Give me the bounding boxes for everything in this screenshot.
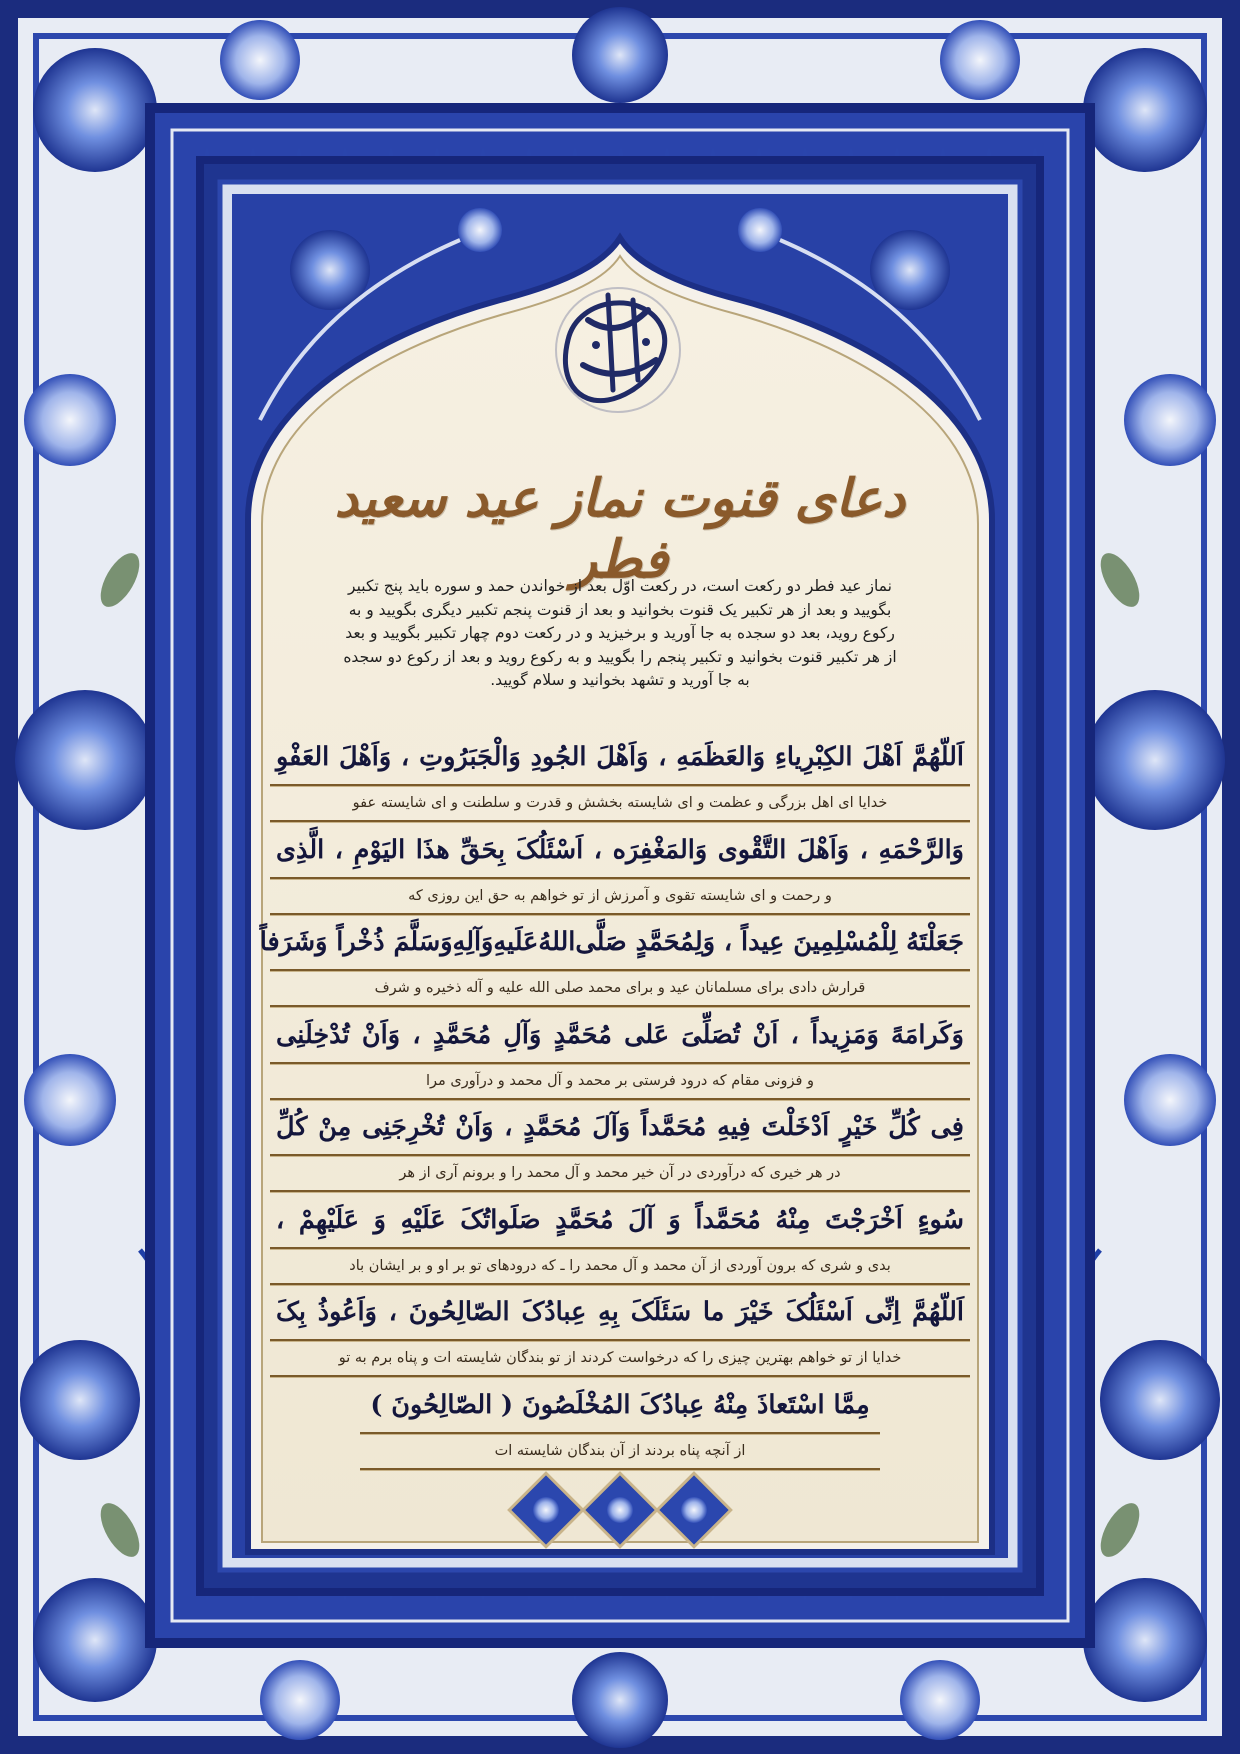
divider xyxy=(270,1375,970,1378)
rhombus-tile-ornament xyxy=(509,1473,731,1547)
divider xyxy=(270,820,970,823)
divider xyxy=(270,1154,970,1157)
divider xyxy=(270,1098,970,1101)
prayer-lines xyxy=(259,733,970,1473)
divider xyxy=(270,1339,970,1342)
arabic-line: مِمَّا اسْتَعاذَ مِنْهُ عِبادُکَ المُخْلَصُونَ ( الصّالِحُونَ ) xyxy=(370,1389,870,1420)
arabic-line: اَللّهُمَّ اَهْلَ الکِبْرِیاءِ وَالعَظَمَهِ ، وَاَهْلَ الجُودِ وَالْجَبَرُوتِ ، وَاَهْلَ العَفْوِ xyxy=(276,742,964,772)
arabic-line: فِی کُلِّ خَیْرٍ اَدْخَلْتَ فِیهِ مُحَمَّداً وَآلَ مُحَمَّدٍ ، وَاَنْ تُخْرِجَنِی مِنْ کُلِّ xyxy=(276,1112,964,1142)
arabic-line: وَکَرامَهً وَمَزِیداً ، اَنْ تُصَلِّیَ عَلی مُحَمَّدٍ وَآلِ مُحَمَّدٍ ، وَاَنْ تُدْخِلَنِی xyxy=(276,1019,964,1050)
prayer-line xyxy=(270,1196,970,1289)
prayer-line xyxy=(270,1381,970,1474)
divider xyxy=(270,877,970,880)
persian-translation: قرارش دادی برای مسلمانان عید و برای محمد صلی الله علیه و آله ذخیره و شرف xyxy=(374,980,866,996)
poster-title: دعای قنوت نماز عید سعید فطر xyxy=(334,468,906,590)
persian-translation: و فزونی مقام که درود فرستی بر محمد و آل محمد و درآوری مرا xyxy=(425,1072,815,1089)
divider xyxy=(360,1468,880,1471)
persian-translation: در هر خیری که درآوردی در آن خیر محمد و آل محمد را و برونم آری از هر xyxy=(399,1165,841,1181)
divider xyxy=(270,784,970,787)
arabic-line: جَعَلْتَهُ لِلْمُسْلِمِینَ عِیداً ، وَلِمُحَمَّدٍ صَلَّی‌اللهُ‌عَلَیهِ‌وَآلِهِ‌وَسَلَّمَ ذُخْراً وَشَرَفاً xyxy=(259,927,964,957)
persian-translation: بدی و شری که برون آوردی از آن محمد و آل محمد را ـ که درودهای تو بر او و بر ایشان باد xyxy=(349,1257,891,1274)
prayer-line xyxy=(270,826,970,919)
divider xyxy=(270,1190,970,1193)
divider xyxy=(270,1005,970,1008)
divider xyxy=(270,969,970,972)
persian-translation: از آنچه پناه بردند از آن بندگان شایسته ات xyxy=(494,1442,746,1459)
persian-translation: خدایا از تو خواهم بهترین چیزی را که درخواست کردند از تو بندگان شایسته ات و پناه برم به تو xyxy=(338,1350,902,1366)
arabic-line: سُوءٍ اَخْرَجْتَ مِنْهُ مُحَمَّداً وَ آلَ مُحَمَّدٍ صَلَواتُکَ عَلَیْهِ وَ عَلَیْهِمْ ، xyxy=(276,1204,964,1235)
divider xyxy=(270,1247,970,1250)
prayer-line xyxy=(259,918,970,1011)
divider xyxy=(270,1283,970,1286)
persian-translation: و رحمت و ای شایسته تقوی و آمرزش از تو خواهم به حق این روزی که xyxy=(408,887,832,904)
intro-paragraph: نماز عید فطر دو رکعت است، در رکعت اوّل بعد از خواندن حمد و سوره باید پنج تکبیر بگویید و بعد از هر تکبیر یک قنوت بخوانید و بعد از قنوت پنجم تکبیر دیگری بگویید و به رکوع روید، بعد دو سجده به جا آورید و برخیزید و در رکعت دوم چهار تکبیر بگویید و بعد از هر تکبیر قنوت بخوانید و تکبیر پنجم را بگویید و به رکوع روید و بعد از رکوع دو سجده به جا آورید و تشهد بخوانید و سلام گویید. xyxy=(343,577,897,689)
arabic-line: اَللّهُمَّ اِنِّی اَسْئَلُکَ خَیْرَ ما سَئَلَکَ بِهِ عِبادُکَ الصّالِحُونَ ، وَاَعُوذُ بِکَ xyxy=(276,1297,964,1327)
prayer-line xyxy=(270,1288,970,1381)
prayer-line xyxy=(270,733,970,826)
divider xyxy=(270,1062,970,1065)
divider xyxy=(270,913,970,916)
persian-translation: خدایا ای اهل بزرگی و عظمت و ای شایسته بخشش و قدرت و سلطنت و ای شایسته عفو xyxy=(352,795,888,811)
arabic-line: وَالرَّحْمَهِ ، وَاَهْلَ التَّقْوی وَالمَغْفِرَه ، اَسْئَلُکَ بِحَقِّ هذَا الیَوْمِ ، الَّذِی xyxy=(276,834,964,865)
divider xyxy=(360,1432,880,1435)
prayer-line xyxy=(270,1011,970,1104)
prayer-line xyxy=(270,1103,970,1196)
